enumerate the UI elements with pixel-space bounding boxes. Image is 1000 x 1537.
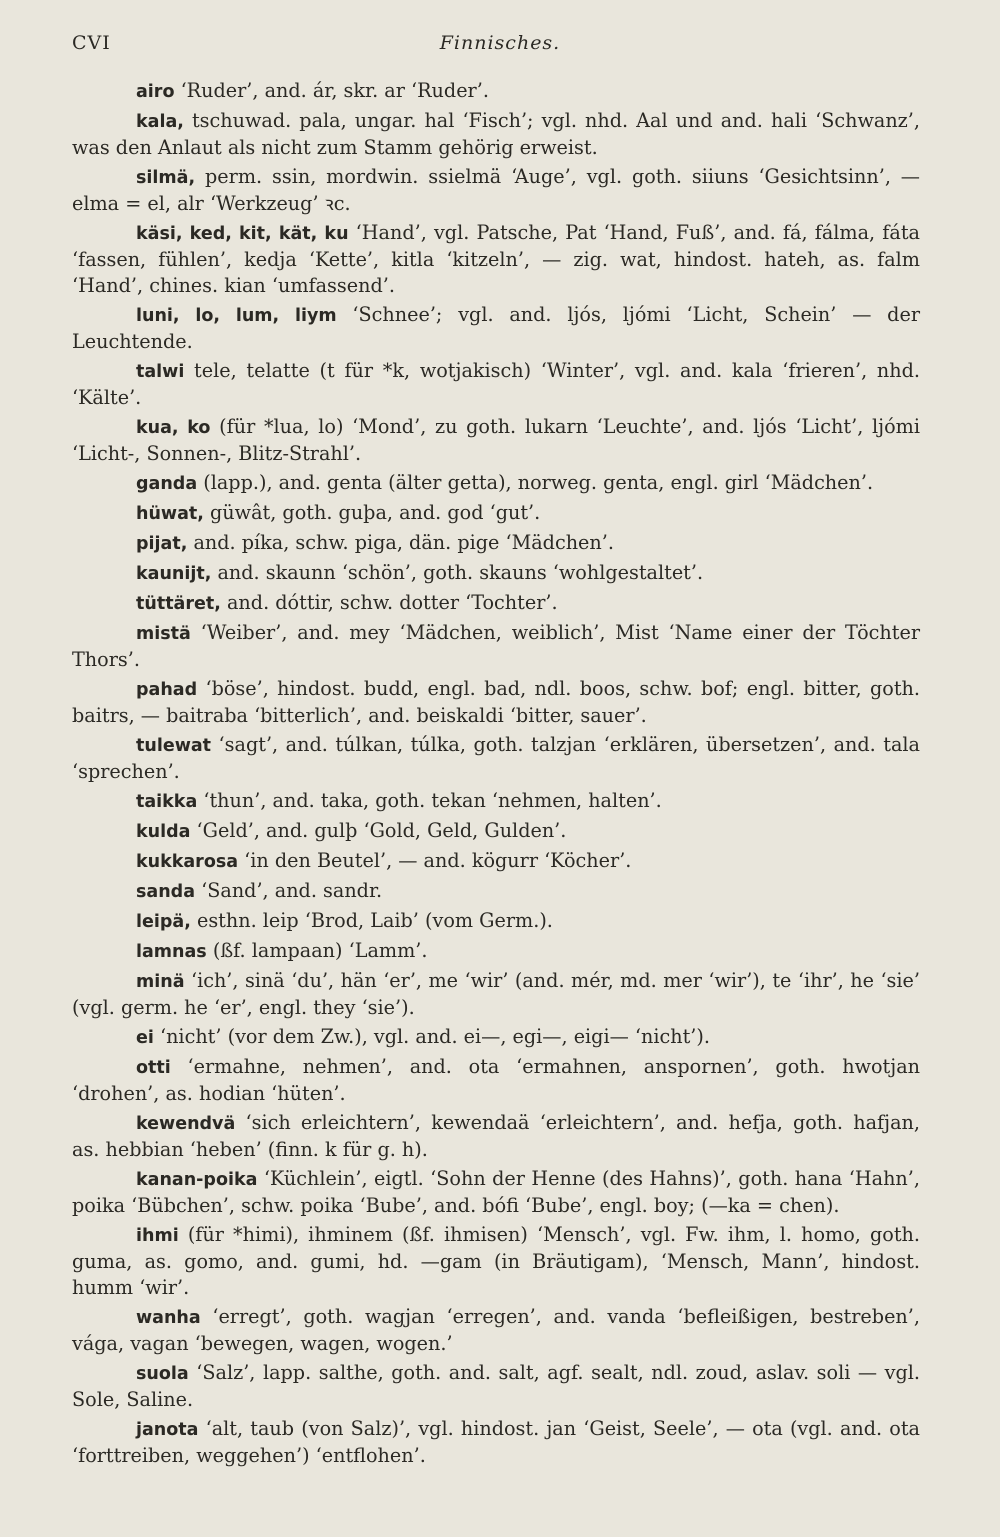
entry-definition: ‘Schnee’; vgl. and. ljós, ljómi ‘Licht, Schein’ — der Leuchtende. [72,303,920,353]
glossary-entry [72,732,920,785]
entry-headword: silmä, [136,168,196,188]
glossary-entry [72,220,920,299]
entry-definition: tschuwad. pala, ungar. hal ‘Fisch’; vgl. nhd. Aal und and. hali ‘Schwanz’, was den Anlaut als nicht zum Stamm gehörig erweist. [72,109,920,159]
glossary-entry [72,108,920,161]
glossary-entry [72,1110,920,1163]
entry-headword: kaunijt, [136,564,212,584]
entry-headword: ei [136,1028,154,1048]
entry-headword: taikka [136,792,198,812]
entry-headword: käsi, ked, kit, kät, ku [136,224,349,244]
glossary-entry [72,470,920,497]
entry-definition: ‘Sand’, and. sandr. [195,879,383,902]
entry-definition: ‘Küchlein’, eigtl. ‘Sohn der Henne (des Hahns)’, goth. hana ‘Hahn’, poika ‘Bübchen’, schw. poika ‘Bube’, and. bófi ‘Bube’, engl. boy; (—ka = chen). [72,1167,920,1217]
glossary-body [72,78,920,1472]
glossary-entry [72,968,920,1021]
entry-headword: pijat, [136,534,188,554]
entry-headword: janota [136,1420,199,1440]
entry-headword: ihmi [136,1226,179,1246]
entry-definition: ‘Salz’, lapp. salthe, goth. and. salt, agf. sealt, ndl. zoud, aslav. soli — vgl. Sole, Saline. [72,1361,920,1411]
glossary-entry [72,1416,920,1469]
glossary-entry [72,938,920,965]
entry-definition: ‘böse’, hindost. budd, engl. bad, ndl. boos, schw. bof; engl. bitter, goth. baitrs, — baitraba ‘bitterlich’, and. beiskaldi ‘bitter, sauer’. [72,677,920,727]
glossary-entry [72,1024,920,1051]
entry-headword: hüwat, [136,504,204,524]
entry-definition: ‘nicht’ (vor dem Zw.), vgl. and. ei—, egi—, eigi— ‘nicht’). [153,1025,710,1048]
glossary-entry [72,620,920,673]
entry-headword: pahad [136,680,198,700]
entry-definition: ‘ermahne, nehmen’, and. ota ‘ermahnen, anspornen’, goth. hwotjan ‘drohen’, as. hodian ‘hüten’. [72,1055,920,1105]
entry-headword: ganda [136,474,198,494]
entry-headword: wanha [136,1308,201,1328]
entry-definition: (für *himi), ihminem (ßf. ihmisen) ‘Mensch’, vgl. Fw. ihm, l. homo, goth. guma, as. gomo, and. gumi, hd. —gam (in Bräutigam), ‘Mensch, Mann’, hindost. humm ‘wir’. [72,1223,920,1299]
glossary-entry [72,302,920,355]
entry-headword: minä [136,972,185,992]
entry-headword: kua, ko [136,418,211,438]
entry-headword: kewendvä [136,1114,236,1134]
glossary-entry [72,908,920,935]
entry-headword: lamnas [136,942,207,962]
glossary-entry [72,1304,920,1357]
entry-headword: kukkarosa [136,852,239,872]
glossary-entry [72,1166,920,1219]
entry-headword: leipä, [136,912,191,932]
entry-headword: otti [136,1058,171,1078]
running-title: Finnisches. [439,32,561,54]
entry-headword: suola [136,1364,189,1384]
entry-headword: kanan-poika [136,1170,258,1190]
entry-definition: güwât, goth. guþa, and. god ‘gut’. [203,501,541,524]
entry-definition: ‘Weiber’, and. mey ‘Mädchen, weiblich’, Mist ‘Name einer der Töchter Thors’. [72,621,920,671]
glossary-entry [72,878,920,905]
glossary-entry [72,500,920,527]
entry-definition: (für *lua, lo) ‘Mond’, zu goth. lukarn ‘Leuchte’, and. ljós ‘Licht’, ljómi ‘Licht-, Sonnen-, Blitz-Strahl’. [72,415,920,465]
entry-headword: sanda [136,882,196,902]
entry-headword: talwi [136,362,185,382]
entry-headword: luni, lo, lum, liym [136,306,337,326]
page-header [72,32,928,62]
entry-definition: and. skaunn ‘schön’, goth. skauns ‘wohlgestaltet’. [211,561,704,584]
glossary-entry [72,676,920,729]
entry-definition: (ßf. lampaan) ‘Lamm’. [206,939,428,962]
entry-definition: ‘sich erleichtern’, kewendaä ‘erleichtern’, and. hefja, goth. hafjan, as. hebbian ‘heben’ (finn. k für g. h). [72,1111,920,1161]
glossary-entry [72,818,920,845]
page-number: CVI [72,32,111,54]
entry-headword: kulda [136,822,191,842]
glossary-entry [72,560,920,587]
entry-definition: (lapp.), and. genta (älter getta), norweg. genta, engl. girl ‘Mädchen’. [197,471,874,494]
entry-definition: esthn. leip ‘Brod, Laib’ (vom Germ.). [190,909,553,932]
entry-definition: perm. ssin, mordwin. ssielmä ‘Auge’, vgl. goth. siiuns ‘Gesichtsinn’, — elma = el, alr ‘Werkzeug’ ꝛc. [72,165,920,215]
entry-definition: ‘sagt’, and. túlkan, túlka, goth. talzjan ‘erklären, übersetzen’, and. tala ‘sprechen’. [72,733,920,783]
entry-headword: airo [136,82,175,102]
glossary-entry [72,78,920,105]
glossary-entry [72,848,920,875]
glossary-entry [72,1360,920,1413]
entry-headword: mistä [136,624,191,644]
entry-definition: ‘in den Beutel’, — and. kögurr ‘Köcher’. [238,849,632,872]
entry-definition: ‘erregt’, goth. wagjan ‘erregen’, and. vanda ‘befleißigen, bestreben’, vága, vagan ‘bewegen, wagen, wogen.’ [72,1305,920,1355]
glossary-entry [72,164,920,217]
entry-definition: ‘ich’, sinä ‘du’, hän ‘er’, me ‘wir’ (and. mér, md. mer ‘wir’), te ‘ihr’, he ‘sie’ (vgl. germ. he ‘er’, engl. they ‘sie’). [72,969,920,1019]
entry-definition: and. píka, schw. piga, dän. pige ‘Mädchen’. [187,531,614,554]
glossary-entry [72,1222,920,1301]
entry-definition: ‘thun’, and. taka, goth. tekan ‘nehmen, halten’. [197,789,662,812]
entry-definition: ‘Hand’, vgl. Patsche, Pat ‘Hand, Fuß’, and. fá, fálma, fáta ‘fassen, fühlen’, kedja ‘Kette’, kitla ‘kitzeln’, — zig. wat, hindost. hateh, as. falm ‘Hand’, chines. kian ‘umfassend’. [72,221,920,297]
entry-definition: ‘Geld’, and. gulþ ‘Gold, Geld, Gulden’. [190,819,567,842]
entry-headword: kala, [136,112,184,132]
entry-definition: tele, telatte (t für *k, wotjakisch) ‘Winter’, vgl. and. kala ‘frieren’, nhd. ‘Kälte’. [72,359,920,409]
glossary-entry [72,530,920,557]
entry-headword: tulewat [136,736,212,756]
entry-headword: tüttäret, [136,594,221,614]
glossary-entry [72,1054,920,1107]
glossary-entry [72,358,920,411]
entry-definition: and. dóttir, schw. dotter ‘Tochter’. [220,591,558,614]
glossary-entry [72,414,920,467]
entry-definition: ‘Ruder’, and. ár, skr. ar ‘Ruder’. [174,79,489,102]
glossary-entry [72,590,920,617]
entry-definition: ‘alt, taub (von Salz)’, vgl. hindost. jan ‘Geist, Seele’, — ota (vgl. and. ota ‘forttreiben, weggehen’) ‘entflohen’. [72,1417,920,1467]
glossary-entry [72,788,920,815]
